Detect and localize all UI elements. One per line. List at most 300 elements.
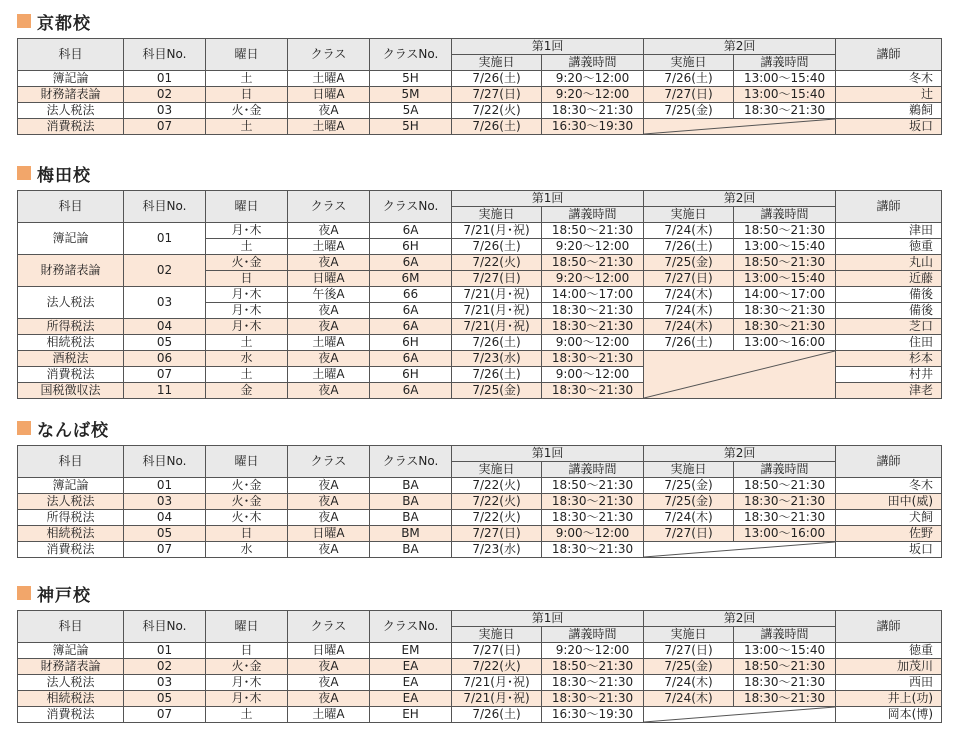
weekday-cell: 火･金 xyxy=(206,103,288,119)
class-no-cell: 6A xyxy=(370,255,452,271)
round1-date-cell: 7/26(土) xyxy=(452,707,542,723)
header-subject: 科目 xyxy=(18,39,124,71)
teacher-cell: 冬木 xyxy=(836,71,942,87)
round1-time-cell: 18:30～21:30 xyxy=(542,303,644,319)
class-no-cell: EH xyxy=(370,707,452,723)
round1-time-cell: 16:30～19:30 xyxy=(542,119,644,135)
round2-date-cell: 7/27(日) xyxy=(644,643,734,659)
header-weekday: 曜日 xyxy=(206,446,288,478)
round1-time-cell: 18:50～21:30 xyxy=(542,223,644,239)
teacher-cell: 坂口 xyxy=(836,119,942,135)
weekday-cell: 日 xyxy=(206,643,288,659)
header-time-1: 講義時間 xyxy=(542,627,644,643)
round1-time-cell: 9:20～12:00 xyxy=(542,239,644,255)
header-subject: 科目 xyxy=(18,446,124,478)
subject-no-cell: 07 xyxy=(124,707,206,723)
header-date-1: 実施日 xyxy=(452,55,542,71)
teacher-cell: 備後 xyxy=(836,303,942,319)
subject-no-cell: 05 xyxy=(124,335,206,351)
weekday-cell: 土 xyxy=(206,335,288,351)
weekday-cell: 月･木 xyxy=(206,319,288,335)
header-date-1: 実施日 xyxy=(452,627,542,643)
class-cell: 日曜A xyxy=(288,526,370,542)
orange-square-icon xyxy=(17,14,31,28)
round1-date-cell: 7/21(月･祝) xyxy=(452,675,542,691)
header-round1: 第1回 xyxy=(452,191,644,207)
class-cell: 土曜A xyxy=(288,367,370,383)
round1-time-cell: 18:30～21:30 xyxy=(542,675,644,691)
subject-cell: 所得税法 xyxy=(18,510,124,526)
header-class-no: クラスNo. xyxy=(370,191,452,223)
header-class-no: クラスNo. xyxy=(370,446,452,478)
subject-cell: 消費税法 xyxy=(18,542,124,558)
table-row xyxy=(18,675,942,691)
round1-time-cell: 9:00～12:00 xyxy=(542,526,644,542)
round1-time-cell: 9:00～12:00 xyxy=(542,367,644,383)
round1-date-cell: 7/26(土) xyxy=(452,367,542,383)
subject-cell: 簿記論 xyxy=(18,478,124,494)
subject-no-cell: 07 xyxy=(124,119,206,135)
header-teacher: 講師 xyxy=(836,611,942,643)
class-no-cell: 5H xyxy=(370,71,452,87)
teacher-cell: 犬飼 xyxy=(836,510,942,526)
class-cell: 夜A xyxy=(288,510,370,526)
header-class-no: クラスNo. xyxy=(370,611,452,643)
class-cell: 土曜A xyxy=(288,71,370,87)
teacher-cell: 辻 xyxy=(836,87,942,103)
header-subject-no: 科目No. xyxy=(124,39,206,71)
round1-time-cell: 18:30～21:30 xyxy=(542,383,644,399)
class-no-cell: EM xyxy=(370,643,452,659)
header-date-2: 実施日 xyxy=(644,627,734,643)
class-cell: 夜A xyxy=(288,103,370,119)
header-time-2: 講義時間 xyxy=(734,207,836,223)
class-cell: 夜A xyxy=(288,494,370,510)
class-cell: 土曜A xyxy=(288,239,370,255)
class-cell: 夜A xyxy=(288,478,370,494)
teacher-cell: 芝口 xyxy=(836,319,942,335)
weekday-cell: 火･金 xyxy=(206,659,288,675)
class-no-cell: 6H xyxy=(370,335,452,351)
class-cell: 夜A xyxy=(288,255,370,271)
round2-date-cell: 7/27(日) xyxy=(644,526,734,542)
weekday-cell: 月･木 xyxy=(206,223,288,239)
header-time-2: 講義時間 xyxy=(734,55,836,71)
teacher-cell: 徳重 xyxy=(836,643,942,659)
class-no-cell: EA xyxy=(370,659,452,675)
orange-square-icon xyxy=(17,421,31,435)
subject-no-cell: 11 xyxy=(124,383,206,399)
round1-date-cell: 7/22(火) xyxy=(452,494,542,510)
table-row xyxy=(18,119,942,135)
schedule-table xyxy=(17,38,942,135)
section-title xyxy=(17,10,941,32)
school-name: 梅田校 xyxy=(37,165,91,186)
round2-time-cell: 13:00～15:40 xyxy=(734,239,836,255)
header-time-2: 講義時間 xyxy=(734,627,836,643)
subject-cell: 法人税法 xyxy=(18,494,124,510)
table-row xyxy=(18,643,942,659)
subject-cell: 財務諸表論 xyxy=(18,87,124,103)
table-row xyxy=(18,659,942,675)
header-round2: 第2回 xyxy=(644,191,836,207)
class-no-cell: 6A xyxy=(370,223,452,239)
round1-time-cell: 18:30～21:30 xyxy=(542,319,644,335)
subject-cell: 簿記論 xyxy=(18,71,124,87)
round2-date-cell: 7/26(土) xyxy=(644,239,734,255)
header-teacher: 講師 xyxy=(836,39,942,71)
round1-date-cell: 7/27(日) xyxy=(452,87,542,103)
round2-date-cell: 7/25(金) xyxy=(644,494,734,510)
header-date-1: 実施日 xyxy=(452,207,542,223)
round1-date-cell: 7/22(火) xyxy=(452,478,542,494)
subject-cell: 消費税法 xyxy=(18,707,124,723)
subject-cell: 法人税法 xyxy=(18,675,124,691)
teacher-cell: 坂口 xyxy=(836,542,942,558)
school-section xyxy=(17,162,941,399)
round1-date-cell: 7/26(土) xyxy=(452,335,542,351)
subject-no-cell: 02 xyxy=(124,87,206,103)
round2-time-cell: 13:00～16:00 xyxy=(734,526,836,542)
header-class: クラス xyxy=(288,39,370,71)
school-name: 京都校 xyxy=(37,13,91,34)
header-teacher: 講師 xyxy=(836,191,942,223)
class-no-cell: EA xyxy=(370,675,452,691)
header-time-1: 講義時間 xyxy=(542,55,644,71)
no-second-session-cell xyxy=(644,119,836,135)
subject-no-cell: 07 xyxy=(124,542,206,558)
class-cell: 夜A xyxy=(288,675,370,691)
table-row xyxy=(18,478,942,494)
class-cell: 土曜A xyxy=(288,707,370,723)
subject-cell: 消費税法 xyxy=(18,367,124,383)
class-no-cell: 5A xyxy=(370,103,452,119)
round1-date-cell: 7/27(日) xyxy=(452,271,542,287)
round2-time-cell: 18:50～21:30 xyxy=(734,223,836,239)
round1-time-cell: 16:30～19:30 xyxy=(542,707,644,723)
round1-time-cell: 14:00～17:00 xyxy=(542,287,644,303)
class-no-cell: BA xyxy=(370,478,452,494)
weekday-cell: 金 xyxy=(206,383,288,399)
weekday-cell: 土 xyxy=(206,367,288,383)
table-header xyxy=(18,611,942,643)
round2-date-cell: 7/24(木) xyxy=(644,675,734,691)
round2-time-cell: 13:00～15:40 xyxy=(734,71,836,87)
schedule-table xyxy=(17,445,942,558)
table-row xyxy=(18,87,942,103)
round2-date-cell: 7/27(日) xyxy=(644,87,734,103)
subject-cell: 相続税法 xyxy=(18,526,124,542)
round2-time-cell: 13:00～15:40 xyxy=(734,643,836,659)
class-no-cell: BM xyxy=(370,526,452,542)
teacher-cell: 津老 xyxy=(836,383,942,399)
header-time-2: 講義時間 xyxy=(734,462,836,478)
weekday-cell: 水 xyxy=(206,542,288,558)
round2-time-cell: 13:00～15:40 xyxy=(734,87,836,103)
round2-date-cell: 7/24(木) xyxy=(644,691,734,707)
round2-date-cell: 7/25(金) xyxy=(644,103,734,119)
class-no-cell: 6H xyxy=(370,239,452,255)
round2-date-cell: 7/26(土) xyxy=(644,335,734,351)
class-no-cell: BA xyxy=(370,542,452,558)
school-name: なんば校 xyxy=(37,420,109,441)
subject-no-cell: 07 xyxy=(124,367,206,383)
class-cell: 夜A xyxy=(288,319,370,335)
table-row xyxy=(18,542,942,558)
header-round1: 第1回 xyxy=(452,611,644,627)
teacher-cell: 冬木 xyxy=(836,478,942,494)
subject-no-cell: 02 xyxy=(124,659,206,675)
class-cell: 日曜A xyxy=(288,271,370,287)
round1-date-cell: 7/22(火) xyxy=(452,103,542,119)
round2-date-cell: 7/24(木) xyxy=(644,223,734,239)
round2-time-cell: 18:50～21:30 xyxy=(734,478,836,494)
round2-date-cell: 7/27(日) xyxy=(644,271,734,287)
teacher-cell: 井上(功) xyxy=(836,691,942,707)
table-row xyxy=(18,707,942,723)
header-round2: 第2回 xyxy=(644,39,836,55)
round1-time-cell: 18:50～21:30 xyxy=(542,659,644,675)
teacher-cell: 田中(威) xyxy=(836,494,942,510)
subject-no-cell: 06 xyxy=(124,351,206,367)
teacher-cell: 鵜飼 xyxy=(836,103,942,119)
subject-no-cell: 03 xyxy=(124,675,206,691)
round1-date-cell: 7/21(月･祝) xyxy=(452,223,542,239)
weekday-cell: 土 xyxy=(206,707,288,723)
round2-time-cell: 18:30～21:30 xyxy=(734,494,836,510)
header-round2: 第2回 xyxy=(644,446,836,462)
round2-date-cell: 7/25(金) xyxy=(644,478,734,494)
class-no-cell: EA xyxy=(370,691,452,707)
weekday-cell: 日 xyxy=(206,526,288,542)
subject-cell: 簿記論 xyxy=(18,223,124,255)
section-title xyxy=(17,417,941,439)
round1-time-cell: 18:30～21:30 xyxy=(542,691,644,707)
table-row xyxy=(18,103,942,119)
weekday-cell: 日 xyxy=(206,271,288,287)
teacher-cell: 徳重 xyxy=(836,239,942,255)
header-weekday: 曜日 xyxy=(206,191,288,223)
table-row xyxy=(18,494,942,510)
table-row xyxy=(18,510,942,526)
header-class: クラス xyxy=(288,446,370,478)
header-date-2: 実施日 xyxy=(644,55,734,71)
subject-cell: 国税徴収法 xyxy=(18,383,124,399)
class-no-cell: 6A xyxy=(370,319,452,335)
header-time-1: 講義時間 xyxy=(542,207,644,223)
weekday-cell: 水 xyxy=(206,351,288,367)
header-class-no: クラスNo. xyxy=(370,39,452,71)
table-row xyxy=(18,351,942,367)
round2-date-cell: 7/25(金) xyxy=(644,255,734,271)
round1-time-cell: 18:30～21:30 xyxy=(542,103,644,119)
subject-cell: 法人税法 xyxy=(18,103,124,119)
subject-no-cell: 04 xyxy=(124,319,206,335)
class-cell: 午後A xyxy=(288,287,370,303)
class-no-cell: 5M xyxy=(370,87,452,103)
round1-time-cell: 18:30～21:30 xyxy=(542,494,644,510)
round1-time-cell: 9:00～12:00 xyxy=(542,335,644,351)
teacher-cell: 加茂川 xyxy=(836,659,942,675)
round1-time-cell: 18:30～21:30 xyxy=(542,510,644,526)
class-cell: 夜A xyxy=(288,383,370,399)
class-cell: 日曜A xyxy=(288,87,370,103)
weekday-cell: 火･木 xyxy=(206,510,288,526)
subject-no-cell: 01 xyxy=(124,71,206,87)
table-row xyxy=(18,526,942,542)
round1-date-cell: 7/25(金) xyxy=(452,383,542,399)
round2-time-cell: 18:30～21:30 xyxy=(734,319,836,335)
weekday-cell: 日 xyxy=(206,87,288,103)
subject-cell: 簿記論 xyxy=(18,643,124,659)
table-header xyxy=(18,191,942,223)
class-cell: 土曜A xyxy=(288,335,370,351)
class-cell: 夜A xyxy=(288,303,370,319)
teacher-cell: 備後 xyxy=(836,287,942,303)
table-row xyxy=(18,319,942,335)
table-row xyxy=(18,335,942,351)
weekday-cell: 土 xyxy=(206,119,288,135)
orange-square-icon xyxy=(17,586,31,600)
teacher-cell: 津田 xyxy=(836,223,942,239)
class-no-cell: 6H xyxy=(370,367,452,383)
header-subject-no: 科目No. xyxy=(124,446,206,478)
header-time-1: 講義時間 xyxy=(542,462,644,478)
class-cell: 夜A xyxy=(288,659,370,675)
subject-no-cell: 04 xyxy=(124,510,206,526)
header-weekday: 曜日 xyxy=(206,611,288,643)
round1-date-cell: 7/26(土) xyxy=(452,239,542,255)
header-subject-no: 科目No. xyxy=(124,191,206,223)
weekday-cell: 月･木 xyxy=(206,287,288,303)
weekday-cell: 火･金 xyxy=(206,478,288,494)
class-cell: 夜A xyxy=(288,542,370,558)
subject-cell: 財務諸表論 xyxy=(18,659,124,675)
round2-date-cell: 7/24(木) xyxy=(644,319,734,335)
class-cell: 土曜A xyxy=(288,119,370,135)
subject-no-cell: 05 xyxy=(124,526,206,542)
round2-time-cell: 18:50～21:30 xyxy=(734,255,836,271)
round1-date-cell: 7/23(水) xyxy=(452,351,542,367)
header-subject: 科目 xyxy=(18,191,124,223)
round1-time-cell: 18:30～21:30 xyxy=(542,542,644,558)
class-no-cell: 6A xyxy=(370,303,452,319)
section-title xyxy=(17,162,941,184)
round1-time-cell: 9:20～12:00 xyxy=(542,87,644,103)
teacher-cell: 丸山 xyxy=(836,255,942,271)
class-cell: 夜A xyxy=(288,223,370,239)
header-date-2: 実施日 xyxy=(644,462,734,478)
round1-time-cell: 18:50～21:30 xyxy=(542,255,644,271)
header-class: クラス xyxy=(288,611,370,643)
subject-no-cell: 03 xyxy=(124,103,206,119)
round1-time-cell: 18:30～21:30 xyxy=(542,351,644,367)
round1-date-cell: 7/22(火) xyxy=(452,510,542,526)
teacher-cell: 岡本(博) xyxy=(836,707,942,723)
round1-date-cell: 7/27(日) xyxy=(452,643,542,659)
header-subject-no: 科目No. xyxy=(124,611,206,643)
round2-date-cell: 7/25(金) xyxy=(644,659,734,675)
round1-date-cell: 7/27(日) xyxy=(452,526,542,542)
table-row xyxy=(18,255,942,271)
round2-date-cell: 7/26(土) xyxy=(644,71,734,87)
class-cell: 夜A xyxy=(288,691,370,707)
header-round1: 第1回 xyxy=(452,39,644,55)
round1-time-cell: 9:20～12:00 xyxy=(542,71,644,87)
header-teacher: 講師 xyxy=(836,446,942,478)
round1-date-cell: 7/22(火) xyxy=(452,255,542,271)
round2-time-cell: 14:00～17:00 xyxy=(734,287,836,303)
weekday-cell: 月･木 xyxy=(206,303,288,319)
header-class: クラス xyxy=(288,191,370,223)
class-no-cell: 6M xyxy=(370,271,452,287)
teacher-cell: 住田 xyxy=(836,335,942,351)
class-no-cell: 5H xyxy=(370,119,452,135)
subject-cell: 相続税法 xyxy=(18,335,124,351)
class-no-cell: BA xyxy=(370,510,452,526)
schedule-table xyxy=(17,610,942,723)
teacher-cell: 村井 xyxy=(836,367,942,383)
weekday-cell: 火･金 xyxy=(206,255,288,271)
round1-date-cell: 7/21(月･祝) xyxy=(452,691,542,707)
teacher-cell: 杉本 xyxy=(836,351,942,367)
table-row xyxy=(18,691,942,707)
subject-no-cell: 03 xyxy=(124,494,206,510)
class-no-cell: BA xyxy=(370,494,452,510)
round2-date-cell: 7/24(木) xyxy=(644,303,734,319)
section-title xyxy=(17,582,941,604)
school-name: 神戸校 xyxy=(37,585,91,606)
subject-cell: 消費税法 xyxy=(18,119,124,135)
subject-cell: 相続税法 xyxy=(18,691,124,707)
class-cell: 日曜A xyxy=(288,643,370,659)
round1-time-cell: 18:50～21:30 xyxy=(542,478,644,494)
table-header xyxy=(18,39,942,71)
header-round1: 第1回 xyxy=(452,446,644,462)
round1-time-cell: 9:20～12:00 xyxy=(542,271,644,287)
header-date-1: 実施日 xyxy=(452,462,542,478)
round1-time-cell: 9:20～12:00 xyxy=(542,643,644,659)
subject-no-cell: 01 xyxy=(124,643,206,659)
round2-time-cell: 13:00～16:00 xyxy=(734,335,836,351)
subject-no-cell: 01 xyxy=(124,223,206,255)
school-section xyxy=(17,417,941,558)
subject-cell: 所得税法 xyxy=(18,319,124,335)
subject-no-cell: 01 xyxy=(124,478,206,494)
round2-date-cell: 7/24(木) xyxy=(644,510,734,526)
round1-date-cell: 7/26(土) xyxy=(452,119,542,135)
round1-date-cell: 7/21(月･祝) xyxy=(452,287,542,303)
weekday-cell: 月･木 xyxy=(206,675,288,691)
subject-no-cell: 03 xyxy=(124,287,206,319)
subject-cell: 酒税法 xyxy=(18,351,124,367)
round2-time-cell: 18:30～21:30 xyxy=(734,691,836,707)
class-no-cell: 6A xyxy=(370,383,452,399)
subject-cell: 財務諸表論 xyxy=(18,255,124,287)
header-subject: 科目 xyxy=(18,611,124,643)
teacher-cell: 西田 xyxy=(836,675,942,691)
subject-cell: 法人税法 xyxy=(18,287,124,319)
round2-time-cell: 18:30～21:30 xyxy=(734,303,836,319)
subject-no-cell: 05 xyxy=(124,691,206,707)
header-round2: 第2回 xyxy=(644,611,836,627)
table-header xyxy=(18,446,942,478)
round1-date-cell: 7/23(水) xyxy=(452,542,542,558)
weekday-cell: 土 xyxy=(206,239,288,255)
class-no-cell: 66 xyxy=(370,287,452,303)
round1-date-cell: 7/21(月･祝) xyxy=(452,303,542,319)
class-no-cell: 6A xyxy=(370,351,452,367)
